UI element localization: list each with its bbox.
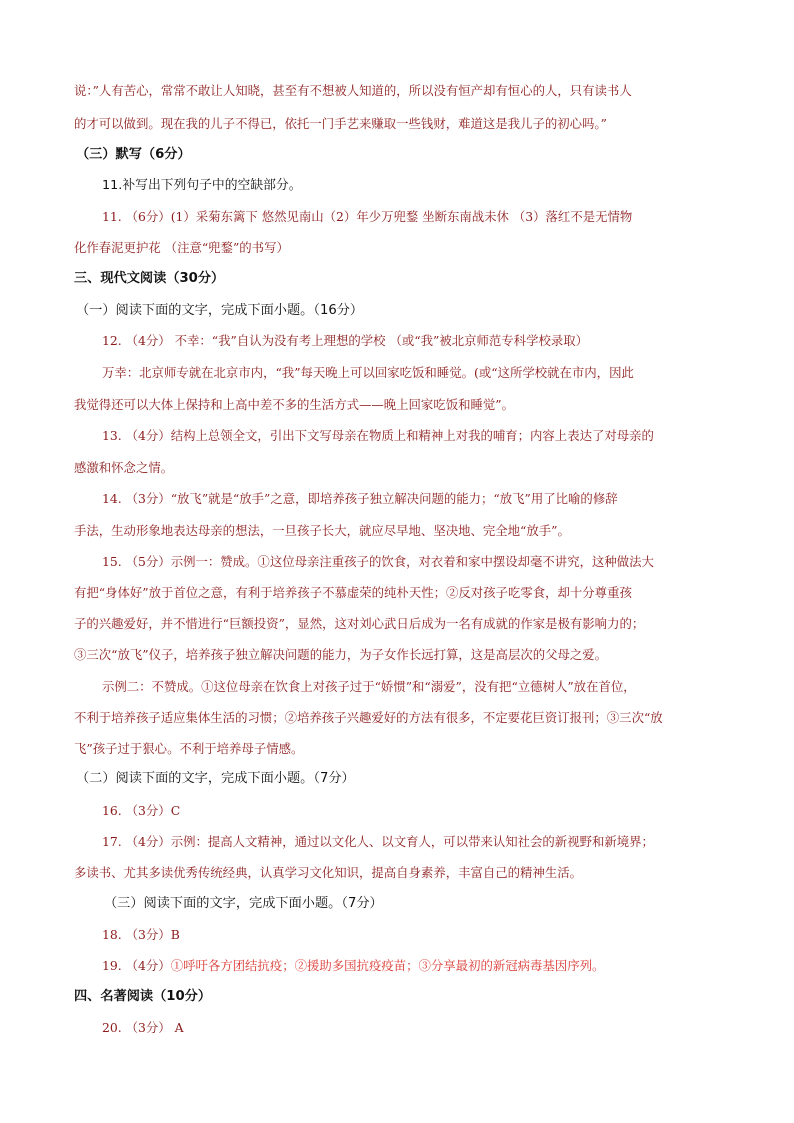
q17-answer-line-2: 多读书、尤其多读优秀传统经典，认真学习文化知识，提高自身素养，丰富自己的精神生活。 — [74, 865, 583, 880]
q13-answer-line-2: 感激和怀念之情。 — [74, 460, 174, 475]
intro-line-2: 的才可以做到。现在我的儿子不得已，依托一门手艺来赚取一些钱财，难道这是我儿子的初心吗。” — [74, 116, 607, 131]
section-moxie-heading: （三）默写（6分） — [76, 147, 191, 162]
q19-answer-text: ①呼吁各方团结抗疫；②援助多国抗疫疫苗；③分享最初的新冠病毒基因序列。 — [170, 958, 605, 973]
q14-answer-line-1: 14. （3分）“放飞”就是“放手”之意，即培养孩子独立解决问题的能力；“放飞”用了比喻的修辞 — [102, 491, 618, 506]
q19-answer — [102, 957, 604, 975]
q18-answer: 18. （3分）B — [102, 927, 180, 942]
q15-answer-line-4: ③三次“放飞”仪子，培养孩子独立解决问题的能力，为子女作长远打算，这是高层次的父母之爱。 — [74, 647, 608, 662]
q12-answer-line-1: 12. （4分） 不幸：“我”自认为没有考上理想的学校 （或“我”被北京师范专科学校录取） — [102, 333, 589, 348]
q15-answer-line-2: 有把“身体好”放于首位之意，有利于培养孩子不慕虚荣的纯朴天性；②反对孩子吃零食，却十分尊重孩 — [74, 585, 632, 600]
q12-answer-line-2: 万幸：北京师专就在北京市内，“我”每天晚上可以回家吃饭和睡觉。(或“这所学校就在市内，因此 — [102, 365, 634, 380]
intro-line-1: 说：”人有苦心，常常不敢让人知晓，甚至有不想被人知道的，所以没有恒产却有恒心的人，只有读书人 — [74, 83, 632, 98]
q15-answer-line-5: 示例二：不赞成。①这位母亲在饮食上对孩子过于“娇惯”和“溺爱”，没有把“立德树人”放在首位， — [102, 679, 636, 694]
q19-prefix: 19. （4分） — [102, 958, 171, 973]
q20-answer: 20. （3分） A — [102, 1020, 184, 1035]
q17-answer-line-1: 17. （4分）示例：提高人文精神，通过以文化人、以文育人，可以带来认知社会的新视野和新境界； — [102, 834, 654, 849]
q12-answer-line-3: 我觉得还可以大体上保持和上高中差不多的生活方式——晚上回家吃饭和睡觉”。 — [74, 397, 515, 412]
section-3-heading: 三、现代文阅读（30分） — [74, 271, 225, 286]
q11-prompt: 11.补写出下列句子中的空缺部分。 — [102, 178, 302, 193]
q13-answer-line-1: 13. （4分）结构上总领全文，引出下文写母亲在物质上和精神上对我的哺育；内容上表达了对母亲的 — [102, 428, 654, 443]
q11-answer-line-1: 11. （6分）(1）采菊东篱下 悠然见南山（2）年少万兜鍪 坐断东南战未休 （3）落红不是无情物 — [102, 209, 633, 224]
q14-answer-line-2: 手法，生动形象地表达母亲的想法，一旦孩子长大，就应尽早地、坚决地、完全地“放手”。 — [74, 523, 570, 538]
q15-answer-line-3: 子的兴趣爱好，并不惜进行“巨额投资”，显然，这对刘心武日后成为一名有成就的作家是极有影响力的； — [74, 616, 645, 631]
q15-answer-line-1: 15. （5分）示例一：赞成。①这位母亲注重孩子的饮食，对衣着和家中摆设却毫不讲究，这种做法大 — [102, 554, 654, 569]
q15-answer-line-6: 不利于培养孩子适应集体生活的习惯；②培养孩子兴趣爱好的方法有很多，不定要花巨资订报刊；③三次“放 — [74, 710, 663, 725]
q16-answer: 16. （3分）C — [102, 803, 181, 818]
part-3-heading: （三）阅读下面的文字，完成下面小题。（7分） — [104, 896, 383, 911]
q15-answer-line-7: 飞”孩子过于狠心。不利于培养母子情感。 — [74, 741, 304, 756]
q11-answer-line-2: 化作春泥更护花 （注意“兜鍪”的书写） — [74, 240, 289, 255]
part-2-heading: （二）阅读下面的文字，完成下面小题。（7分） — [76, 771, 355, 786]
part-1-heading: （一）阅读下面的文字，完成下面小题。（16分） — [76, 303, 364, 318]
section-4-heading: 四、名著阅读（10分） — [74, 989, 212, 1004]
